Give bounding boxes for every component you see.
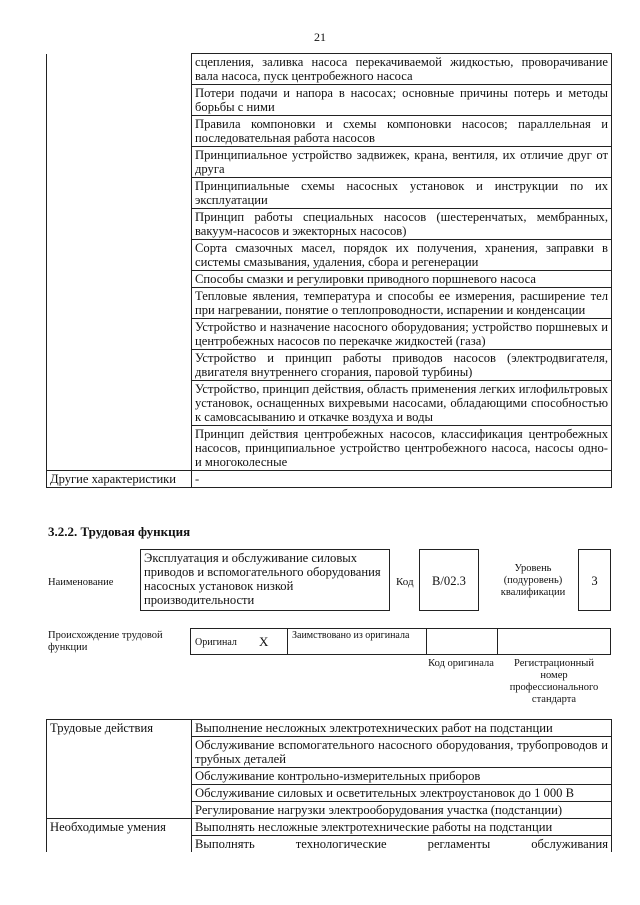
actions-label: Трудовые действия [47, 720, 192, 819]
original-label: Оригинал [195, 637, 237, 648]
action-item: Регулирование нагрузки электрооборудования участка (подстанции) [192, 802, 612, 819]
knowledge-item: Устройство и принцип работы приводов насосов (электродвигателя, двигателя внутреннего сгорания, паровой турбины) [192, 350, 612, 381]
other-characteristics-label: Другие характеристики [47, 471, 192, 488]
action-item: Обслуживание силовых и осветительных электроустановок до 1 000 В [192, 785, 612, 802]
skills-label: Необходимые умения [47, 819, 192, 853]
knowledge-item: Принципиальное устройство задвижек, крана, вентиля, их отличие друг от друга [192, 147, 612, 178]
knowledge-item: Устройство и назначение насосного оборудования; устройство поршневых и центробежных насосов по перекачке жидкостей (газа) [192, 319, 612, 350]
knowledge-label-cell [47, 54, 192, 471]
knowledge-item: Принцип действия центробежных насосов, классификация центробежных насосов, принципиальное устройство центробежного насоса, насосы одно- и многоколесные [192, 426, 612, 471]
page-number: 21 [314, 30, 326, 44]
action-item: Обслуживание контрольно-измерительных приборов [192, 768, 612, 785]
level-label: Уровень (подуровень) квалификации [500, 563, 566, 598]
name-label: Наименование [48, 577, 114, 588]
skill-item: Выполнять несложные электротехнические работы на подстанции [192, 819, 612, 836]
registration-caption: Регистрационный номер профессионального стандарта [509, 658, 599, 705]
skill-item: Выполнять технологические регламенты обслуживания [192, 836, 612, 853]
section-title: 3.2.2. Трудовая функция [48, 524, 191, 539]
level-value: 3 [578, 549, 611, 611]
actions-table [46, 719, 612, 852]
original-code-caption: Код оригинала [428, 658, 494, 669]
knowledge-item: Потери подачи и напора в насосах; основные причины потерь и методы борьбы с ними [192, 85, 612, 116]
knowledge-item: Устройство, принцип действия, область применения легких иглофильтровых установок, оснащенных вихревыми насосами, обладающими способностью к самовсасыванию и откачке воздуха и воды [192, 381, 612, 426]
knowledge-item: Принцип работы специальных насосов (шестеренчатых, мембранных, вакуум-насосов и эжекторных насосов) [192, 209, 612, 240]
action-item: Обслуживание вспомогательного насосного оборудования, трубопроводов и трубных деталей [192, 737, 612, 768]
origin-row [190, 628, 611, 655]
knowledge-item: сцепления, заливка насоса перекачиваемой жидкостью, проворачивание вала насоса, пуск центробежного насоса [192, 54, 612, 85]
knowledge-table [46, 53, 612, 488]
action-item: Выполнение несложных электротехнических работ на подстанции [192, 720, 612, 737]
origin-divider [426, 629, 427, 654]
original-mark: X [259, 634, 269, 649]
knowledge-item: Способы смазки и регулировки приводного поршневого насоса [192, 271, 612, 288]
knowledge-item: Правила компоновки и схемы компоновки насосов; параллельная и последовательная работа насосов [192, 116, 612, 147]
knowledge-item: Принципиальные схемы насосных установок и инструкции по их эксплуатации [192, 178, 612, 209]
borrowed-label: Заимствовано из оригинала [292, 630, 410, 641]
code-label: Код [396, 576, 414, 588]
function-name: Эксплуатация и обслуживание силовых приводов и вспомогательного оборудования насосных установок низкой производительности [140, 549, 390, 611]
origin-divider [287, 629, 288, 654]
knowledge-item: Сорта смазочных масел, порядок их получения, хранения, заправки в системы смазывания, удаления, сбора и регенерации [192, 240, 612, 271]
other-characteristics-value: - [192, 471, 612, 488]
origin-divider [497, 629, 498, 654]
function-code: B/02.3 [419, 549, 479, 611]
origin-label: Происхождение трудовой функции [48, 630, 163, 653]
knowledge-item: Тепловые явления, температура и способы ее измерения, расширение тел при нагревании, понятие о теплопроводности, испарении и конденсации [192, 288, 612, 319]
